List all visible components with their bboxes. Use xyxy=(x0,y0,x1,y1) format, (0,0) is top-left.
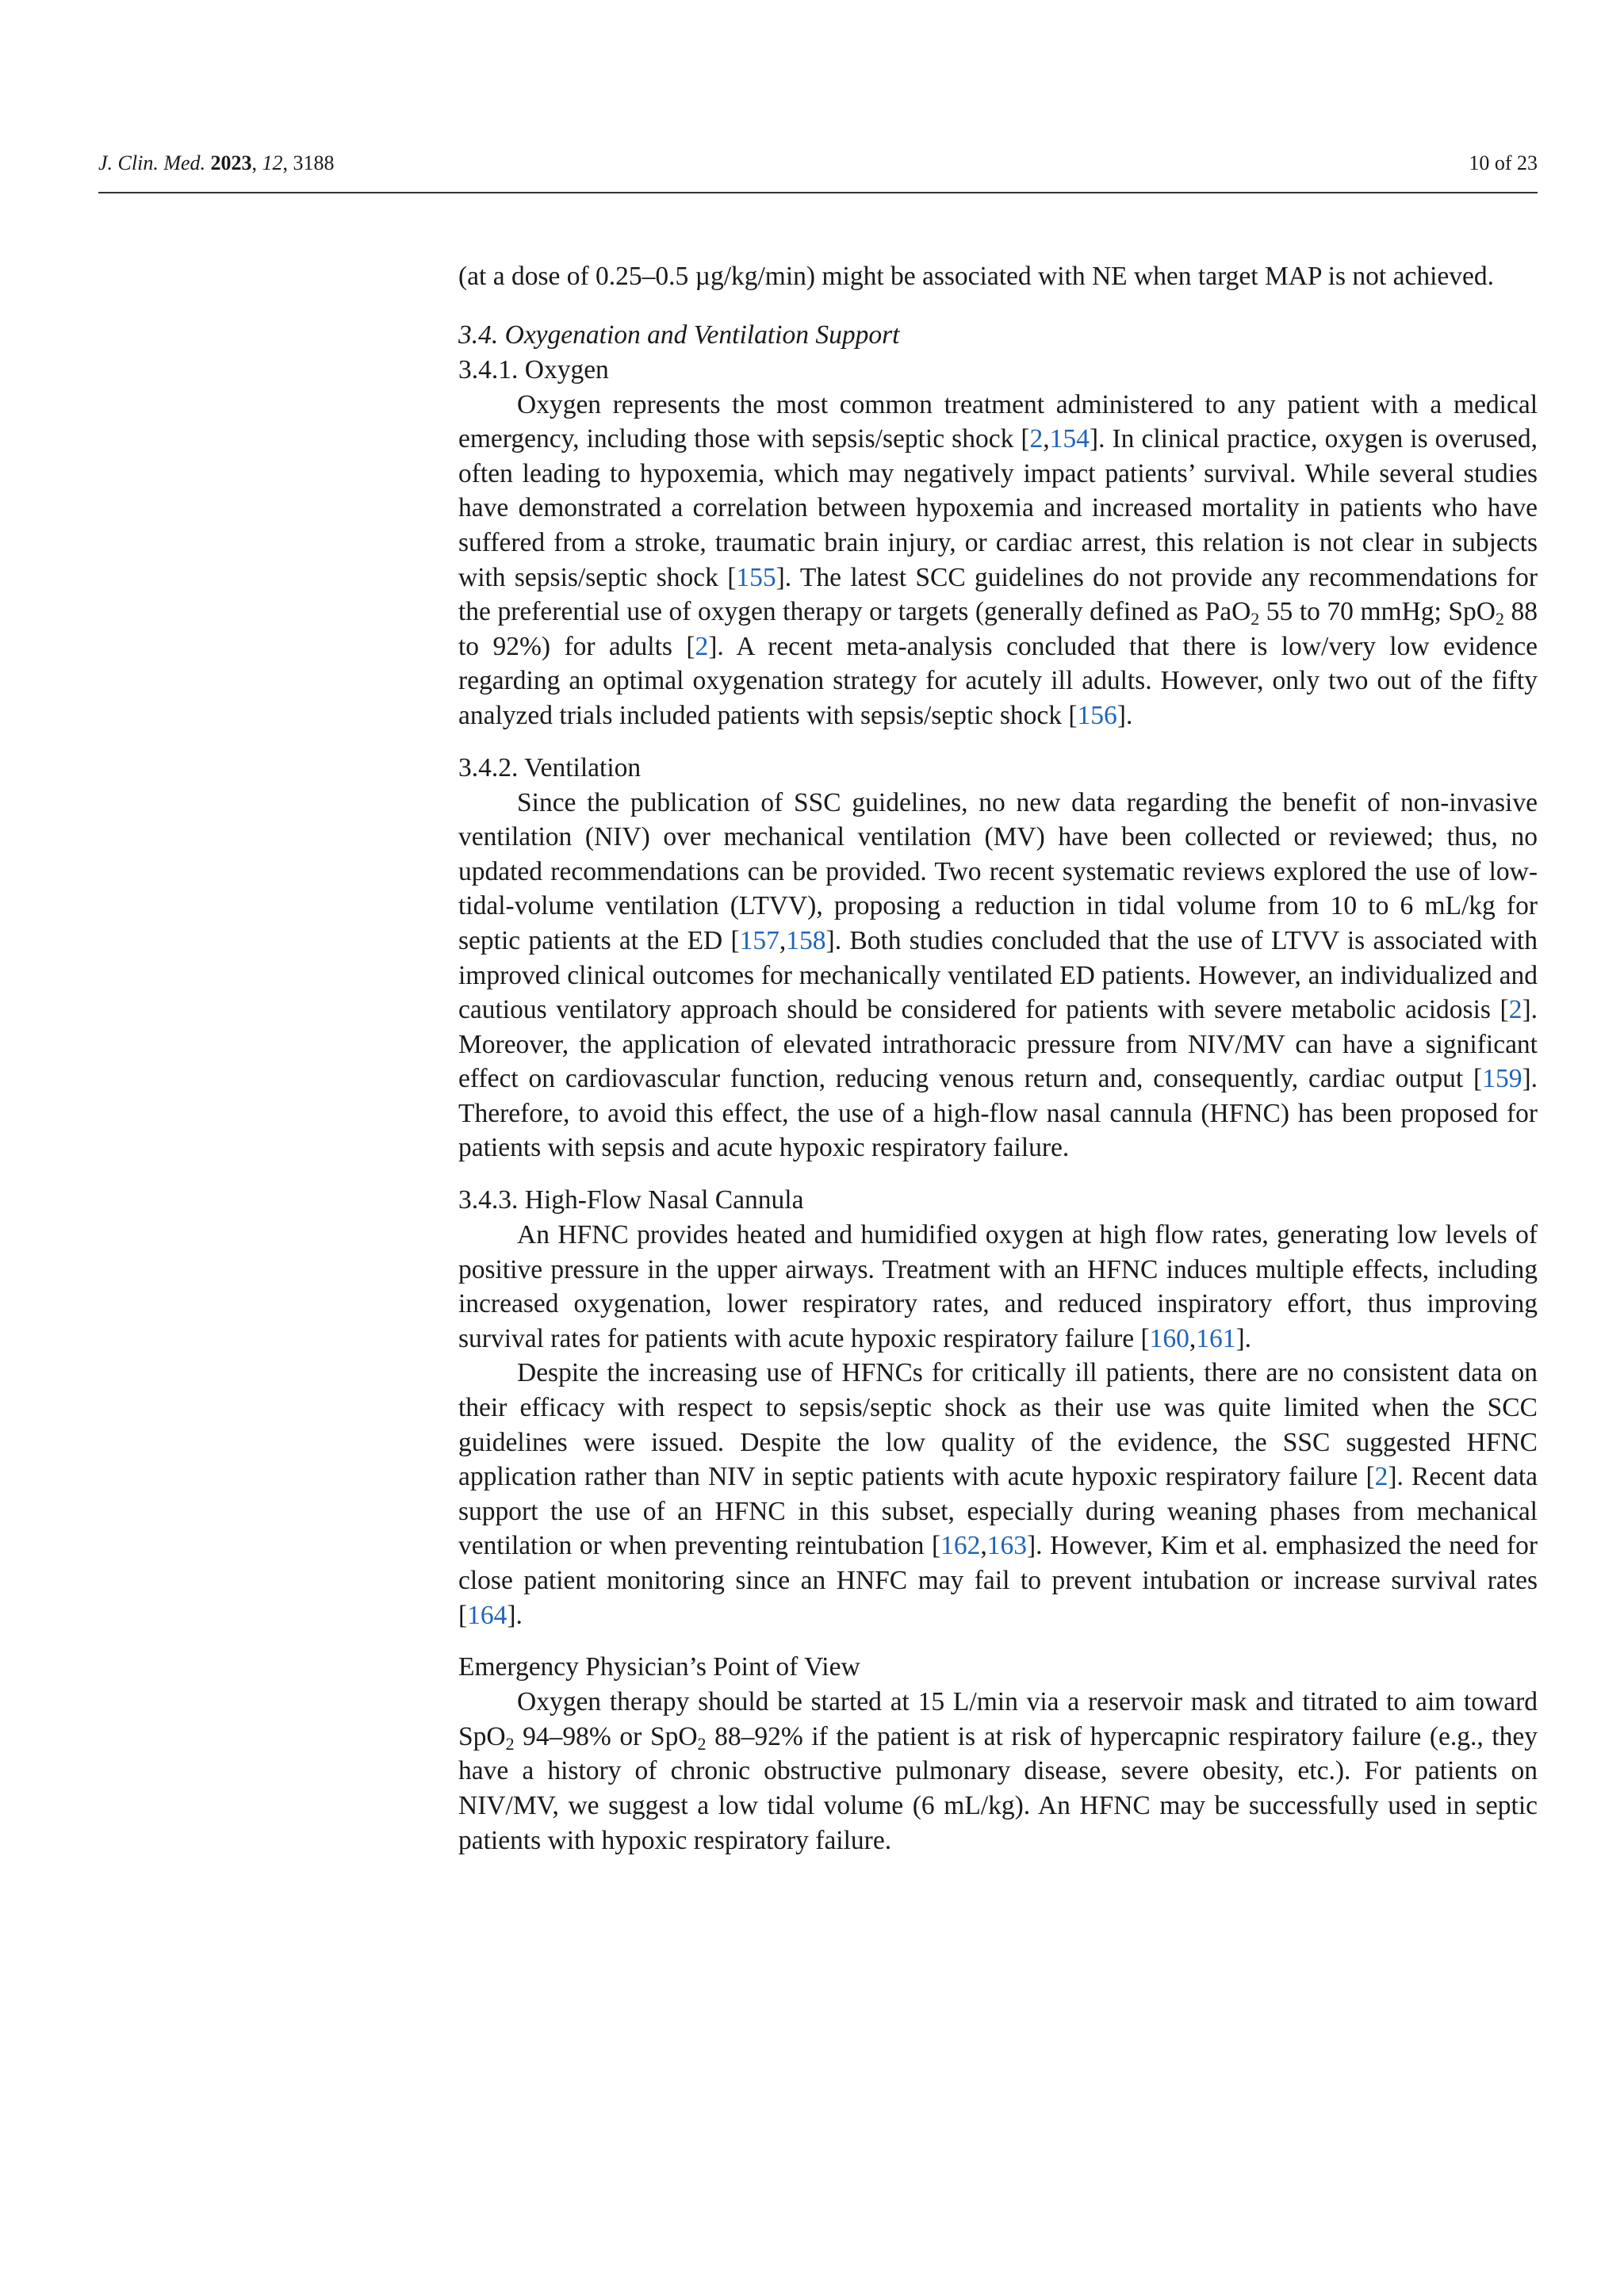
citation-link[interactable]: 2 xyxy=(1374,1462,1388,1492)
citation-link[interactable]: 163 xyxy=(986,1531,1028,1561)
subscript: 2 xyxy=(1495,609,1504,629)
citation-link[interactable]: 162 xyxy=(940,1531,981,1561)
citation-link[interactable]: 154 xyxy=(1049,424,1090,454)
citation-link[interactable]: 159 xyxy=(1482,1064,1522,1094)
journal-volume: 12 xyxy=(262,151,283,174)
journal-name: J. Clin. Med. xyxy=(98,151,206,174)
oxygen-heading: 3.4.1. Oxygen xyxy=(458,354,609,385)
hfnc-paragraph-1: An HFNC provides heated and humidified oxygen at high flow rates, generating low levels of positive pressure in the upper airways. Treatment with an HFNC induces multiple effects, including increased oxygenation, lower respiratory rates, and reduced inspiratory effort, thus improving survival rates for patients with acute hypoxic respiratory failure [160,161]. xyxy=(458,1220,1538,1353)
page-number: 10 of 23 xyxy=(1469,151,1538,174)
citation-link[interactable]: 156 xyxy=(1077,700,1117,730)
citation-link[interactable]: 161 xyxy=(1196,1323,1236,1353)
hfnc-heading: 3.4.3. High-Flow Nasal Cannula xyxy=(458,1185,804,1215)
article-number: 3188 xyxy=(293,151,335,174)
section-heading: 3.4. Oxygenation and Ventilation Support xyxy=(458,320,900,350)
citation-link[interactable]: 2 xyxy=(1029,424,1044,454)
subscript: 2 xyxy=(697,1733,707,1754)
citation-link[interactable]: 155 xyxy=(736,562,776,592)
epov-heading: Emergency Physician’s Point of View xyxy=(458,1652,860,1682)
intro-paragraph: (at a dose of 0.25–0.5 µg/kg/min) might be associated with NE when target MAP is not achieved. xyxy=(458,262,1495,291)
citation-link[interactable]: 160 xyxy=(1149,1323,1189,1353)
journal-year: 2023 xyxy=(210,151,252,174)
page-header xyxy=(98,151,1538,176)
citation-link[interactable]: 158 xyxy=(786,925,826,955)
ventilation-paragraph: Since the publication of SSC guidelines, no new data regarding the benefit of non-invasive ventilation (NIV) over mechanical ventilation (MV) have been collected or reviewed; thus, no updated recommendations can be provided. Two recent systematic reviews explored the use of low-tidal-volume ventilation (LTVV), proposing a reduction in tidal volume from 10 to 6 mL/kg for septic patients at the ED [157,158]. Both studies concluded that the use of LTVV is associated with improved clinical outcomes for mechanically ventilated ED patients. However, an individualized and cautious ventilatory approach should be considered for patients with severe metabolic acidosis [2]. Moreover, the application of elevated intrathoracic pressure from NIV/MV can have a significant effect on cardiovascular function, reducing venous return and, consequently, cardiac output [159]. Therefore, to avoid this effect, the use of a high-flow nasal cannula (HFNC) has been proposed for patients with sepsis and acute hypoxic respiratory failure. xyxy=(458,787,1538,1163)
subscript: 2 xyxy=(505,1733,515,1754)
oxygen-paragraph: Oxygen represents the most common treatment administered to any patient with a medical emergency, including those with sepsis/septic shock [2,154]. In clinical practice, oxygen is overused, often leading to hypoxemia, which may negatively impact patients’ survival. While several studies have demonstrated a correlation between hypoxemia and increased mortality in patients who have suffered from a stroke, traumatic brain injury, or cardiac arrest, this relation is not clear in subjects with sepsis/septic shock [155]. The latest SCC guidelines do not provide any recommendations for the preferential use of oxygen therapy or targets (generally defined as PaO$_2$ 55 to 70 mmHg; SpO$_2$ 88 to 92%) for adults [2]. A recent meta-analysis concluded that there is low/very low evidence regarding an optimal oxygenation strategy for acutely ill adults. However, only two out of the fifty analyzed trials included patients with sepsis/septic shock [156]. xyxy=(458,389,1538,730)
citation-link[interactable]: 164 xyxy=(467,1600,508,1630)
subscript: 2 xyxy=(1251,609,1260,629)
citation-link[interactable]: 2 xyxy=(1508,995,1522,1025)
hfnc-paragraph-2: Despite the increasing use of HFNCs for critically ill patients, there are no consistent data on their efficacy with respect to sepsis/septic shock as their use was quite limited when the SCC guidelines were issued. Despite the low quality of the evidence, the SSC suggested HFNC application rather than NIV in septic patients with acute hypoxic respiratory failure [2]. Recent data support the use of an HFNC in this subset, especially during weaning phases from mechanical ventilation or when preventing reintubation [162,163]. However, Kim et al. emphasized the need for close patient monitoring since an HNFC may fail to prevent intubation or increase survival rates [164]. xyxy=(458,1358,1538,1630)
header-divider xyxy=(98,192,1538,193)
ventilation-heading: 3.4.2. Ventilation xyxy=(458,752,642,783)
article-body xyxy=(458,259,1538,1858)
citation-link[interactable]: 157 xyxy=(739,925,779,955)
journal-citation: J. Clin. Med. 2023, 12, 3188 xyxy=(98,151,335,174)
epov-paragraph: Oxygen therapy should be started at 15 L/min via a reservoir mask and titrated to aim toward SpO$_2$ 94–98% or SpO$_2$ 88–92% if the patient is at risk of hypercapnic respiratory failure (e.g., they have a history of chronic obstructive pulmonary disease, severe obesity, etc.). For patients on NIV/MV, we suggest a low tidal volume (6 mL/kg). An HFNC may be successfully used in septic patients with hypoxic respiratory failure. xyxy=(458,1687,1538,1855)
citation-link[interactable]: 2 xyxy=(695,631,709,661)
